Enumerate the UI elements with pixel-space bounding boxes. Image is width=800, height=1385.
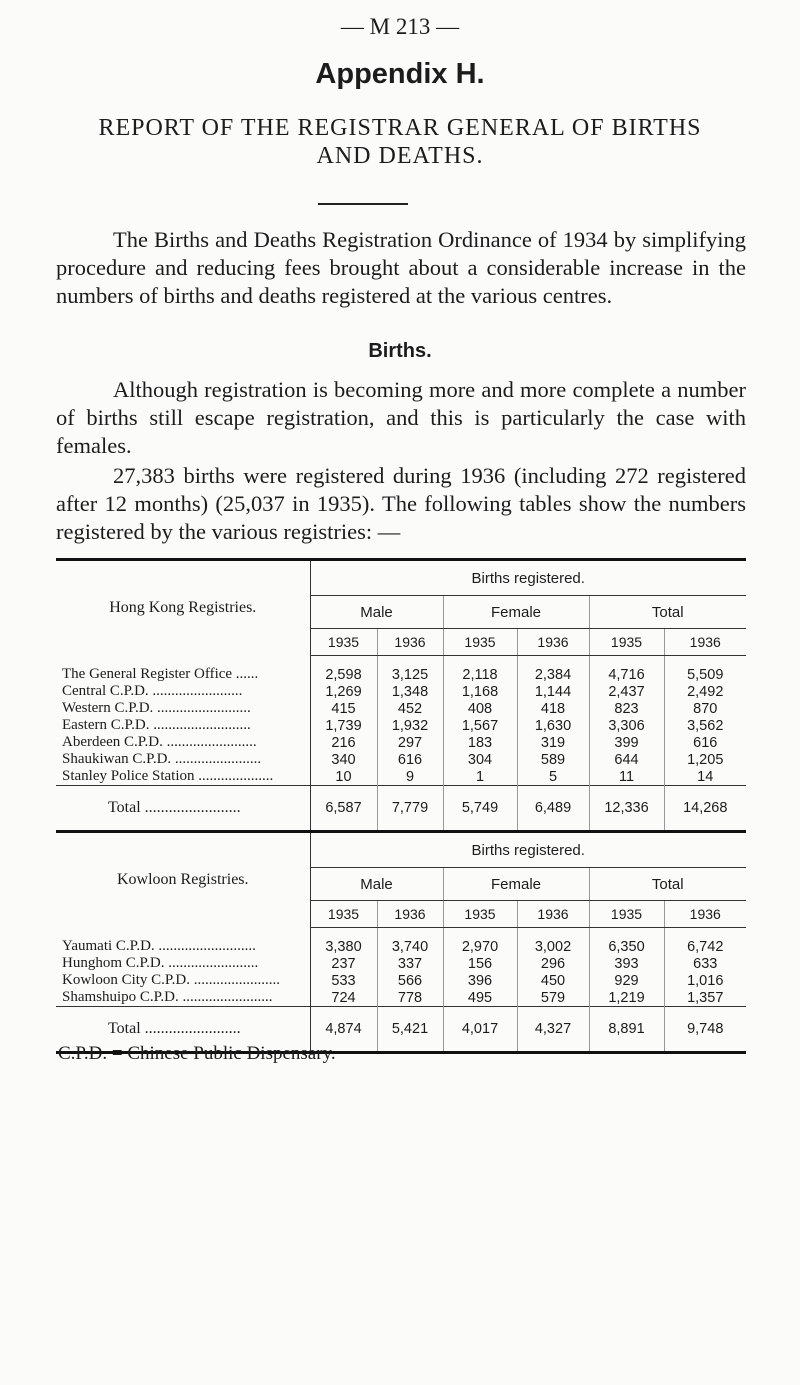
total-label: Total ........................: [56, 1007, 310, 1053]
table-row: [56, 683, 746, 700]
value-cell: 452: [377, 700, 443, 717]
value-cell: 589: [517, 751, 589, 768]
registry-column-header: Hong Kong Registries.: [56, 560, 310, 656]
value-cell: 216: [310, 734, 377, 751]
table-row: [56, 972, 746, 989]
total-label: Total ........................: [56, 786, 310, 832]
value-cell: 5: [517, 768, 589, 786]
value-cell: 533: [310, 972, 377, 989]
registry-name: Shamshuipo C.P.D. ........................: [56, 989, 310, 1007]
value-cell: 10: [310, 768, 377, 786]
total-value: 9,748: [664, 1007, 746, 1053]
value-cell: 393: [589, 955, 664, 972]
value-cell: 1,016: [687, 972, 724, 989]
year-header: 1936: [377, 629, 443, 656]
value-cell: 304: [443, 751, 517, 768]
value-cell: 340: [310, 751, 377, 768]
total-value: 8,891: [589, 1007, 664, 1053]
total-value: 5,749: [443, 786, 517, 832]
value-cell: 6,350: [589, 938, 664, 955]
total-value: 6,587: [310, 786, 377, 832]
value-cell: 2,118: [443, 666, 517, 683]
total-value: 5,421: [377, 1007, 443, 1053]
value-cell: 1,205: [687, 751, 724, 768]
value-cell: 3,740: [377, 938, 443, 955]
total-value: 4,017: [443, 1007, 517, 1053]
value-cell: 3,306: [589, 717, 664, 734]
value-cell: 3,562: [687, 717, 724, 734]
value-cell: 415: [310, 700, 377, 717]
value-cell: 6,742: [687, 938, 724, 955]
registry-name: Eastern C.P.D. ..........................: [56, 717, 310, 734]
value-cell: 4,716: [589, 666, 664, 683]
value-cell: 399: [589, 734, 664, 751]
year-header: 1936: [664, 629, 746, 656]
registry-name: The General Register Office ......: [56, 666, 310, 683]
report-title-line-1: REPORT OF THE REGISTRAR GENERAL OF BIRTHS: [98, 115, 702, 141]
value-cell: 156: [443, 955, 517, 972]
total-row: [56, 786, 746, 832]
year-header: 1935: [443, 629, 517, 656]
table-row: [56, 700, 746, 717]
value-cell: 2,970: [443, 938, 517, 955]
report-title: [0, 114, 800, 170]
registry-name: Western C.P.D. .........................: [56, 700, 310, 717]
table-row: [56, 734, 746, 751]
births-heading: Births.: [368, 340, 432, 362]
year-header: 1936: [377, 901, 443, 928]
value-cell: 3,125: [377, 666, 443, 683]
table-row: [56, 955, 746, 972]
registry-name: Aberdeen C.P.D. ........................: [56, 734, 310, 751]
total-value: 4,874: [310, 1007, 377, 1053]
year-header: 1936: [664, 901, 746, 928]
value-cell: 1,168: [443, 683, 517, 700]
report-title-line-2: AND DEATHS.: [316, 143, 484, 169]
page-header: — M 213 —: [340, 14, 460, 39]
value-cell: 2,437: [589, 683, 664, 700]
year-header: 1935: [589, 901, 664, 928]
year-header: 1935: [310, 901, 377, 928]
value-cell: 1: [443, 768, 517, 786]
value-cell: 237: [310, 955, 377, 972]
value-cell: 1,348: [377, 683, 443, 700]
intro-paragraph: The Births and Deaths Registration Ordinance of 1934 by simplifying procedure and reducing fees brought about a considerable increase in the numbers of births and deaths registered at the various centres.: [56, 227, 746, 308]
female-header: Female: [443, 596, 589, 629]
value-cell: 3,380: [310, 938, 377, 955]
value-cell: 1,567: [443, 717, 517, 734]
value-cell: 2,384: [517, 666, 589, 683]
year-header: 1935: [443, 901, 517, 928]
year-header: 1935: [589, 629, 664, 656]
value-cell: 1,739: [310, 717, 377, 734]
registry-name: Yaumati C.P.D. ..........................: [56, 938, 310, 955]
registry-name: Stanley Police Station ....................: [56, 768, 310, 786]
value-cell: 1,219: [589, 989, 664, 1007]
value-cell: 319: [517, 734, 589, 751]
totals-paragraph: 27,383 births were registered during 1936 (including 272 registered after 12 months) (25,037 in 1935). The following tables show the numbers registered by the various registries: —: [56, 463, 746, 544]
value-cell: 418: [517, 700, 589, 717]
value-cell: 2,492: [687, 683, 724, 700]
value-cell: 396: [443, 972, 517, 989]
value-cell: 1,269: [310, 683, 377, 700]
table-row: [56, 938, 746, 955]
completeness-paragraph: Although registration is becoming more and more complete a number of births still escape registration, and this is particularly the case with females.: [56, 377, 746, 458]
table-row: [56, 768, 746, 786]
value-cell: 724: [310, 989, 377, 1007]
registry-name: Central C.P.D. ........................: [56, 683, 310, 700]
year-header: 1935: [310, 629, 377, 656]
value-cell: 11: [589, 768, 664, 786]
table-row: [56, 717, 746, 734]
value-cell: 5,509: [687, 666, 724, 683]
value-cell: 14: [697, 768, 714, 785]
total-header: Total: [589, 868, 746, 901]
registry-name: Shaukiwan C.P.D. .......................: [56, 751, 310, 768]
registry-name: Hunghom C.P.D. ........................: [56, 955, 310, 972]
table-row: [56, 989, 746, 1007]
total-value: 4,327: [517, 1007, 589, 1053]
female-header: Female: [443, 868, 589, 901]
value-cell: 495: [443, 989, 517, 1007]
births-registered-header: Births registered.: [310, 832, 746, 868]
value-cell: 644: [589, 751, 664, 768]
total-header: Total: [589, 596, 746, 629]
value-cell: 296: [517, 955, 589, 972]
hong-kong-registries-table: [56, 558, 746, 833]
value-cell: 579: [517, 989, 589, 1007]
value-cell: 778: [377, 989, 443, 1007]
value-cell: 408: [443, 700, 517, 717]
table-row: [56, 751, 746, 768]
value-cell: 566: [377, 972, 443, 989]
value-cell: 337: [377, 955, 443, 972]
value-cell: 3,002: [517, 938, 589, 955]
total-value: 12,336: [589, 786, 664, 832]
value-cell: 616: [693, 734, 718, 751]
value-cell: 9: [377, 768, 443, 786]
value-cell: 870: [693, 700, 718, 717]
male-header: Male: [310, 868, 443, 901]
value-cell: 1,932: [377, 717, 443, 734]
value-cell: 183: [443, 734, 517, 751]
value-cell: 2,598: [310, 666, 377, 683]
footnote: C.P.D. = Chinese Public Dispensary.: [58, 1043, 336, 1064]
value-cell: 297: [377, 734, 443, 751]
value-cell: 1,357: [687, 989, 724, 1006]
value-cell: 616: [377, 751, 443, 768]
total-value: 7,779: [377, 786, 443, 832]
value-cell: 1,630: [517, 717, 589, 734]
year-header: 1936: [517, 901, 589, 928]
appendix-title: Appendix H.: [315, 58, 485, 90]
title-divider: [318, 203, 408, 205]
value-cell: 929: [589, 972, 664, 989]
value-cell: 1,144: [517, 683, 589, 700]
kowloon-registries-table: [56, 830, 746, 1054]
registry-name: Kowloon City C.P.D. .......................: [56, 972, 310, 989]
value-cell: 633: [693, 955, 718, 972]
registry-column-header: Kowloon Registries.: [56, 832, 310, 928]
year-header: 1936: [517, 629, 589, 656]
table-row: [56, 666, 746, 683]
male-header: Male: [310, 596, 443, 629]
total-value: 14,268: [664, 786, 746, 832]
births-registered-header: Births registered.: [310, 560, 746, 596]
total-value: 6,489: [517, 786, 589, 832]
value-cell: 823: [589, 700, 664, 717]
value-cell: 450: [517, 972, 589, 989]
